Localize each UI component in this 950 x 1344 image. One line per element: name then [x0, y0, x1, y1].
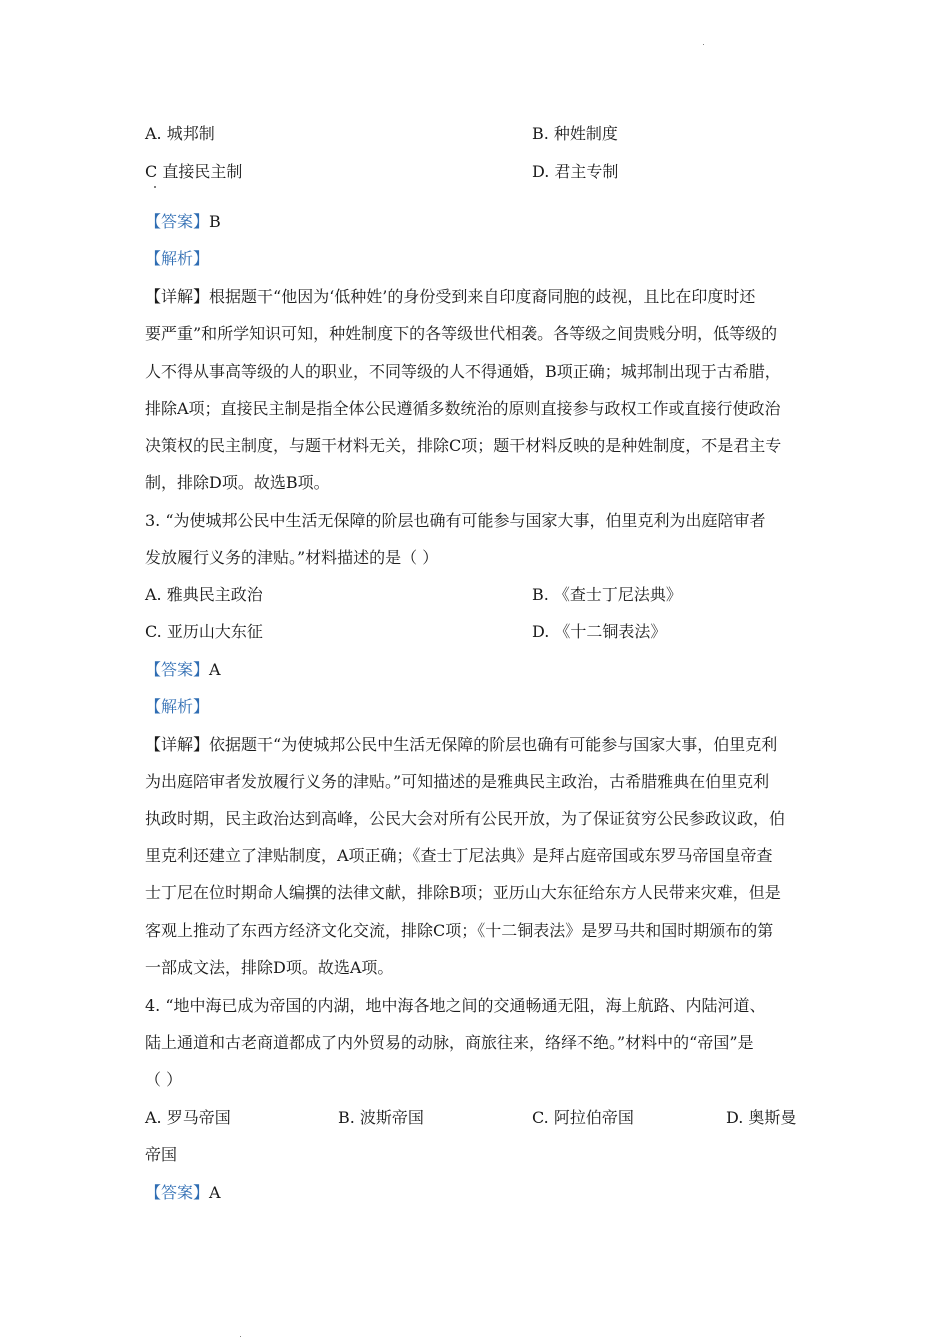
q3-detail-line — [145, 735, 777, 755]
q4-option-d: D. 奥斯曼 — [726, 1108, 797, 1127]
q3-answer — [145, 660, 221, 680]
q3-stem-line: 3. “为使城邦公民中生活无保障的阶层也确有可能参与国家大事，伯里克利为出庭陪审者 — [145, 511, 766, 530]
q3-detail-line: 一部成文法，排除D项。故选A项。 — [145, 958, 394, 977]
q2-detail-line: 人不得从事高等级的人的职业，不同等级的人不得通婚，B项正确；城邦制出现于古希腊， — [145, 362, 781, 381]
q3-option-b: B. 《查士丁尼法典》 — [532, 585, 682, 604]
stray-dot — [154, 186, 156, 188]
q2-option-a: A. 城邦制 — [145, 124, 215, 143]
q4-stem-line: 陆上通道和古老商道都成了内外贸易的动脉，商旅往来，络绎不绝。”材料中的“帝国”是 — [145, 1033, 754, 1052]
detail-text: 依据题干“为使城邦公民中生活无保障的阶层也确有可能参与国家大事，伯里克利 — [209, 735, 778, 754]
q2-option-c: C 直接民主制 — [145, 162, 243, 181]
answer-value: B — [209, 212, 221, 231]
q4-answer — [145, 1183, 221, 1203]
footer-dot — [240, 1336, 241, 1337]
answer-value: A — [209, 1183, 221, 1202]
q4-stem-line: 4. “地中海已成为帝国的内湖，地中海各地之间的交通畅通无阻，海上航路、内陆河道、 — [145, 996, 766, 1015]
q3-option-a: A. 雅典民主政治 — [145, 585, 263, 604]
q4-option-a: A. 罗马帝国 — [145, 1108, 231, 1127]
q4-stem-line: （ ） — [145, 1070, 183, 1089]
q2-detail-line: 排除A项；直接民主制是指全体公民遵循多数统治的原则直接参与政权工作或直接行使政治 — [145, 399, 781, 418]
q2-analysis — [145, 249, 209, 269]
q2-detail-line: 决策权的民主制度，与题干材料无关，排除C项；题干材料反映的是种姓制度，不是君主专 — [145, 436, 782, 455]
answer-value: A — [209, 660, 221, 679]
answer-tag: 【答案】 — [145, 660, 210, 679]
q3-stem-line: 发放履行义务的津贴。”材料描述的是（ ） — [145, 548, 439, 567]
q2-detail-line — [145, 287, 755, 307]
q3-detail-line: 执政时期，民主政治达到高峰，公民大会对所有公民开放，为了保证贫穷公民参政议政，伯 — [145, 809, 786, 828]
q3-detail-line: 士丁尼在位时期命人编撰的法律文献，排除B项；亚历山大东征给东方人民带来灾难，但是 — [145, 883, 781, 902]
q2-answer — [145, 212, 221, 232]
analysis-tag: 【解析】 — [145, 697, 210, 716]
answer-tag: 【答案】 — [145, 1183, 210, 1202]
detail-tag: 【详解】 — [145, 287, 210, 306]
analysis-tag: 【解析】 — [145, 249, 210, 268]
q3-detail-line: 里克利还建立了津贴制度，A项正确；《查士丁尼法典》是拜占庭帝国或东罗马帝国皇帝查 — [145, 846, 773, 865]
q2-detail-line: 要严重”和所学知识可知，种姓制度下的各等级世代相袭。各等级之间贵贱分明，低等级的 — [145, 324, 778, 343]
q4-option-d-continued: 帝国 — [145, 1145, 178, 1164]
q3-detail-line: 客观上推动了东西方经济文化交流，排除C项；《十二铜表法》是罗马共和国时期颁布的第 — [145, 921, 774, 940]
detail-tag: 【详解】 — [145, 735, 210, 754]
header-dot — [703, 44, 704, 45]
q3-option-c: C. 亚历山大东征 — [145, 622, 263, 641]
detail-text: 根据题干“他因为‘低种姓’的身份受到来自印度裔同胞的歧视，且比在印度时还 — [209, 287, 756, 306]
answer-tag: 【答案】 — [145, 212, 210, 231]
q4-option-b: B. 波斯帝国 — [338, 1108, 424, 1127]
q2-detail-line: 制，排除D项。故选B项。 — [145, 473, 330, 492]
q2-option-b: B. 种姓制度 — [532, 124, 618, 143]
q3-analysis — [145, 697, 209, 717]
q2-option-d: D. 君主专制 — [532, 162, 619, 181]
q3-detail-line: 为出庭陪审者发放履行义务的津贴。”可知描述的是雅典民主政治，古希腊雅典在伯里克利 — [145, 772, 770, 791]
q3-option-d: D. 《十二铜表法》 — [532, 622, 667, 641]
q4-option-c: C. 阿拉伯帝国 — [532, 1108, 634, 1127]
